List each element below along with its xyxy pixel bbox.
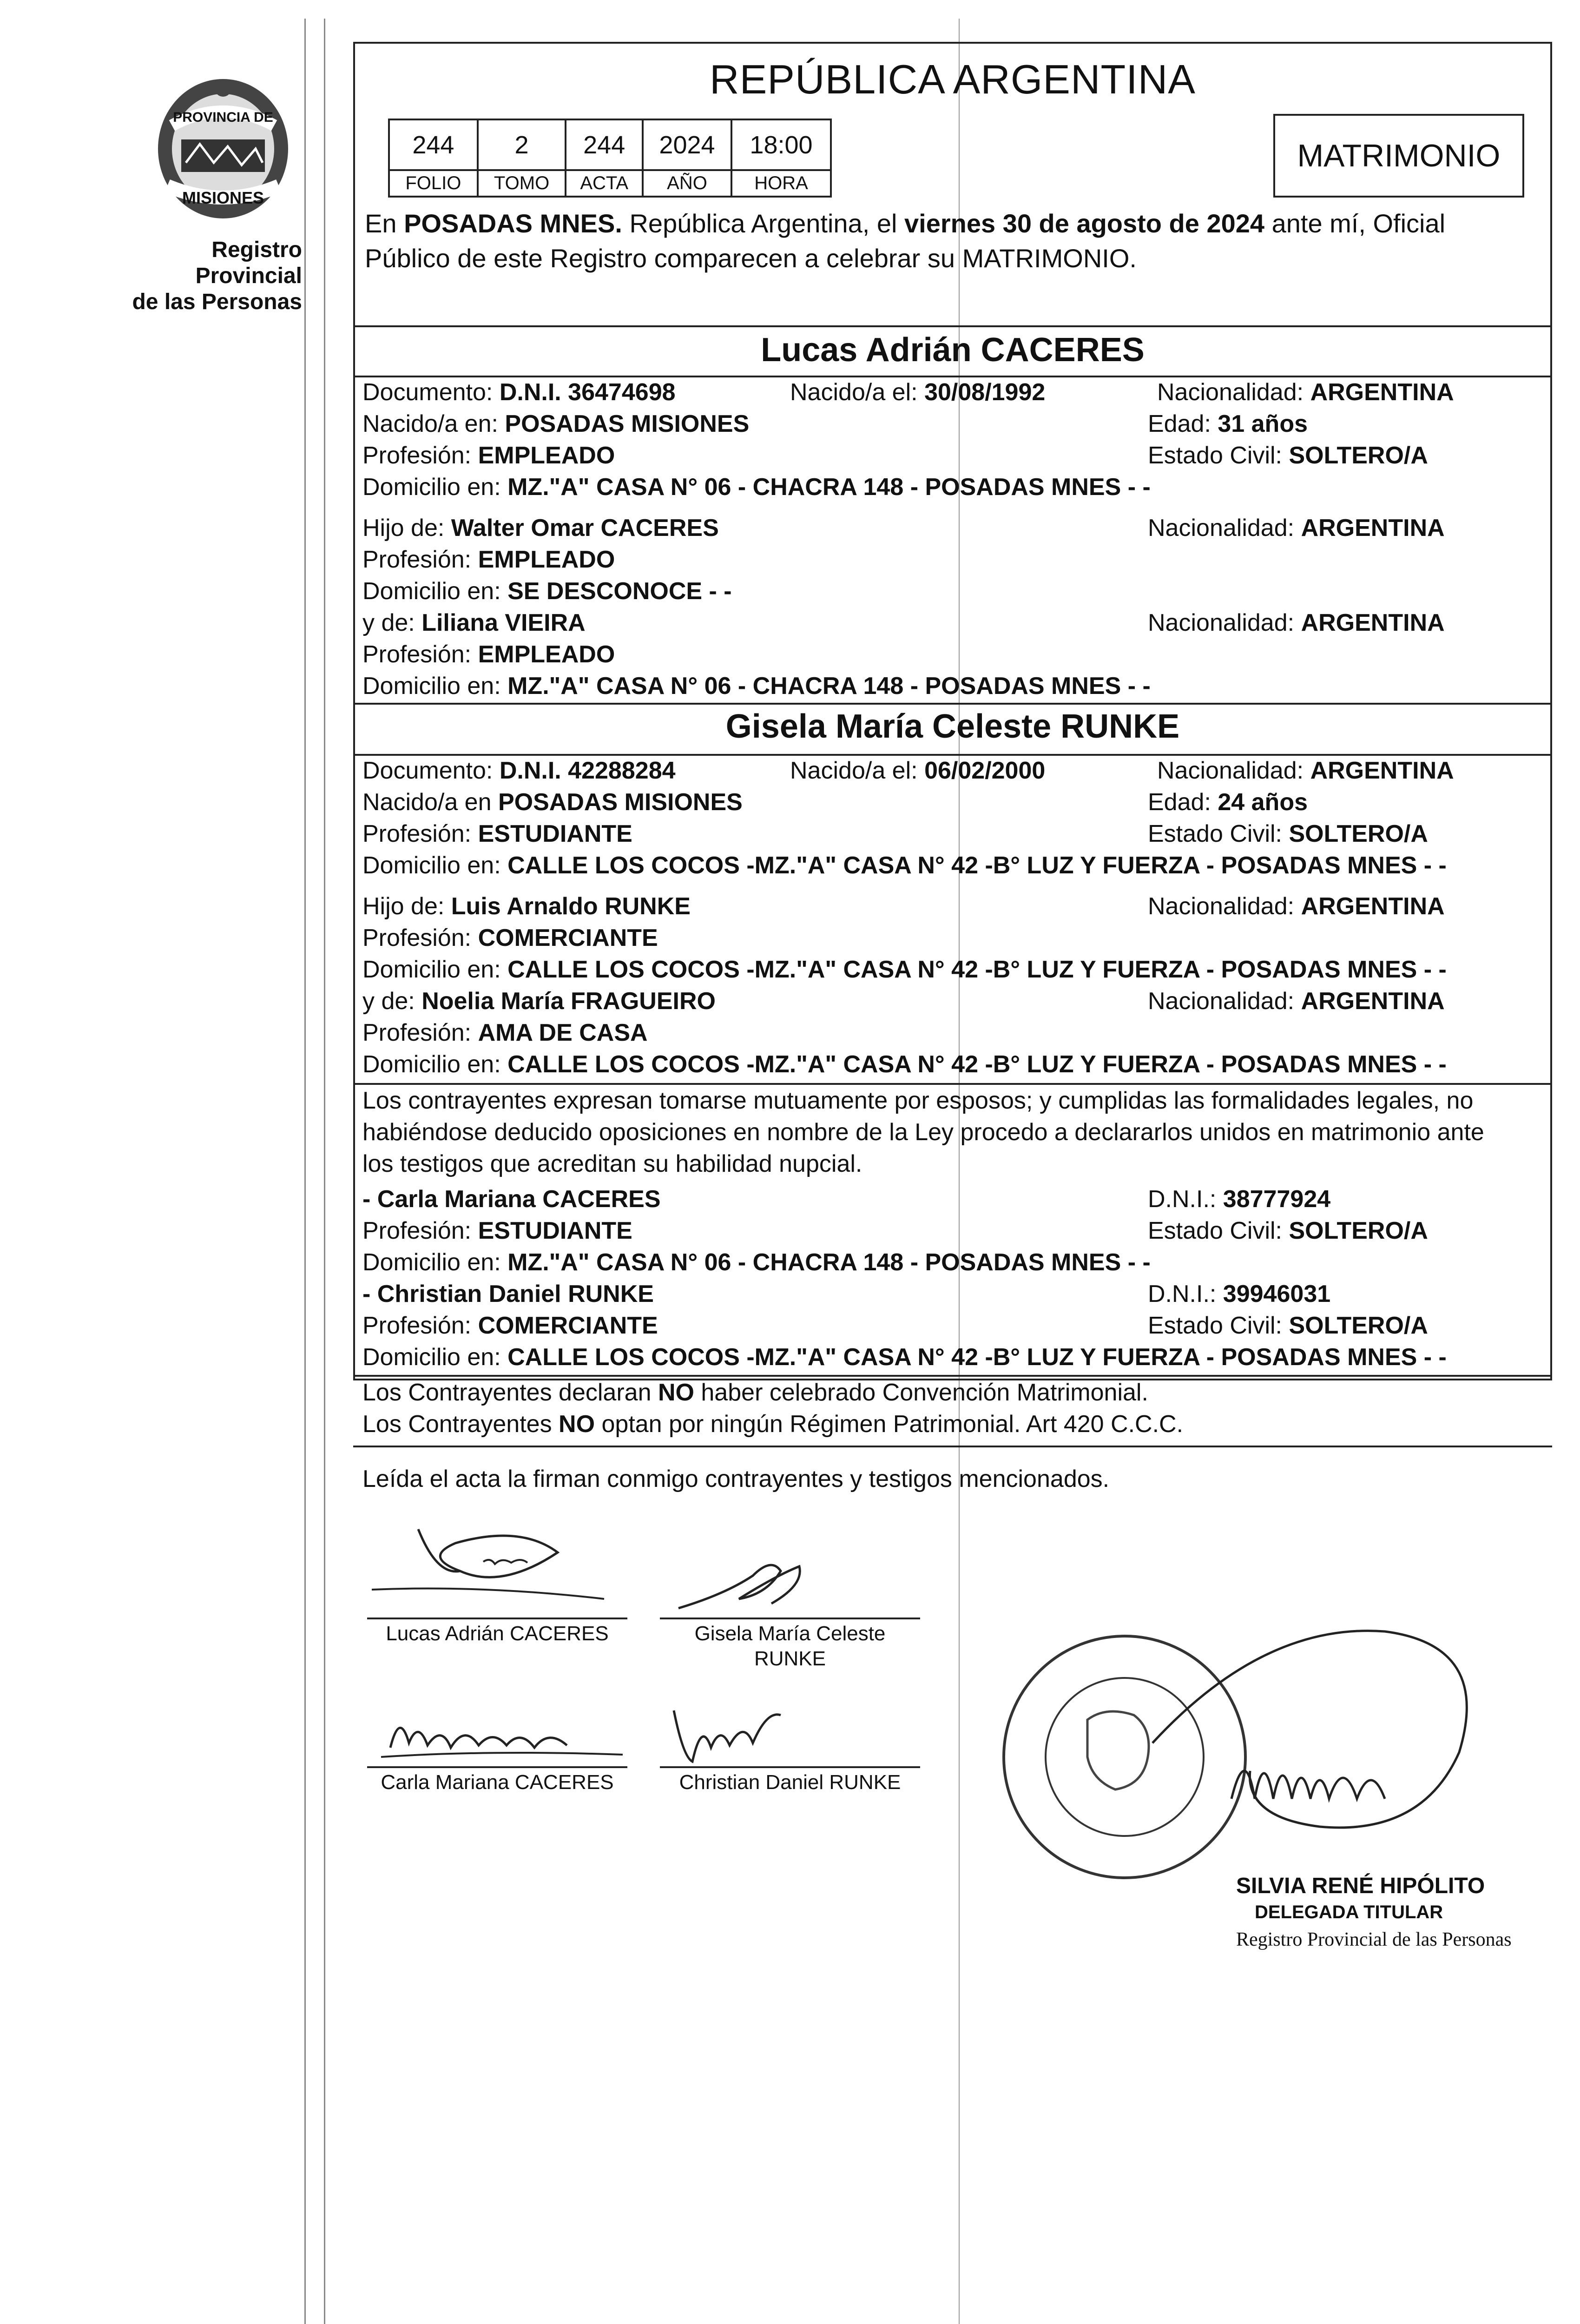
spouse1-father: Hijo de: Walter Omar CACERES bbox=[362, 515, 719, 541]
declaration-line-3: los testigos que acreditan su habilidad nupcial. bbox=[362, 1150, 862, 1177]
document-title: REPÚBLICA ARGENTINA bbox=[710, 56, 1196, 102]
signature-official bbox=[1125, 1604, 1506, 1882]
folio-table bbox=[388, 119, 832, 198]
regime-line-1: Los Contrayentes declaran NO haber celebrado Convención Matrimonial. bbox=[362, 1379, 1148, 1406]
spouse1-father-profession: Profesión: EMPLEADO bbox=[362, 546, 615, 573]
signature-line bbox=[367, 1766, 627, 1768]
divider bbox=[353, 325, 1552, 327]
witness1-name: - Carla Mariana CACERES bbox=[362, 1186, 661, 1213]
spouse1-name: Lucas Adrián CACERES bbox=[761, 331, 1145, 369]
registry-label bbox=[125, 237, 302, 315]
hora-label: HORA bbox=[731, 170, 831, 197]
closing-text: Leída el acta la firman conmigo contrayentes y testigos mencionados. bbox=[362, 1466, 1110, 1492]
spouse1-civil-status: Estado Civil: SOLTERO/A bbox=[1148, 442, 1428, 469]
spouse2-mother-nationality: Nacionalidad: ARGENTINA bbox=[1148, 988, 1445, 1015]
divider bbox=[353, 1375, 1552, 1377]
spouse2-address: Domicilio en: CALLE LOS COCOS -MZ."A" CASA N° 42 -B° LUZ Y FUERZA - POSADAS MNES - - bbox=[362, 852, 1447, 879]
signature-caption-3: Carla Mariana CACERES bbox=[381, 1771, 614, 1794]
regime-line-2: Los Contrayentes NO optan por ningún Régimen Patrimonial. Art 420 C.C.C. bbox=[362, 1411, 1184, 1438]
spouse1-nationality: Nacionalidad: ARGENTINA bbox=[1157, 379, 1454, 406]
witness2-name: - Christian Daniel RUNKE bbox=[362, 1281, 654, 1307]
folio-label: FOLIO bbox=[389, 170, 478, 197]
witness2-address: Domicilio en: CALLE LOS COCOS -MZ."A" CASA N° 42 -B° LUZ Y FUERZA - POSADAS MNES - - bbox=[362, 1344, 1447, 1371]
spouse2-born: Nacido/a el: 06/02/2000 bbox=[790, 757, 1046, 784]
divider bbox=[353, 1446, 1552, 1447]
anio-label: AÑO bbox=[643, 170, 731, 197]
intro-line-1 bbox=[365, 207, 1550, 240]
act-type-box: MATRIMONIO bbox=[1273, 114, 1524, 198]
acta-label: ACTA bbox=[566, 170, 643, 197]
intro-text-b: República Argentina, el bbox=[622, 209, 904, 238]
spouse1-father-nationality: Nacionalidad: ARGENTINA bbox=[1148, 515, 1445, 541]
spouse2-father-address: Domicilio en: CALLE LOS COCOS -MZ."A" CASA N° 42 -B° LUZ Y FUERZA - POSADAS MNES - - bbox=[362, 956, 1447, 983]
declaration-line-2: habiéndose deducido oposiciones en nombre de la Ley procedo a declararlos unidos en matrimonio ante bbox=[362, 1119, 1484, 1146]
signature-carla-caceres bbox=[372, 1701, 632, 1771]
witness1-civil-status: Estado Civil: SOLTERO/A bbox=[1148, 1217, 1428, 1244]
spouse2-name: Gisela María Celeste RUNKE bbox=[725, 708, 1180, 745]
signature-line bbox=[367, 1618, 627, 1619]
hora-value: 18:00 bbox=[731, 119, 831, 170]
signature-christian-runke bbox=[660, 1701, 920, 1771]
spouse1-profession: Profesión: EMPLEADO bbox=[362, 442, 615, 469]
signature-lucas-caceres bbox=[362, 1520, 623, 1613]
witness2-civil-status: Estado Civil: SOLTERO/A bbox=[1148, 1312, 1428, 1339]
signature-caption-2: Gisela María Celeste RUNKE bbox=[694, 1622, 886, 1670]
margin-line-right bbox=[324, 19, 325, 2324]
spouse1-mother-address: Domicilio en: MZ."A" CASA N° 06 - CHACRA 148 - POSADAS MNES - - bbox=[362, 673, 1151, 700]
witness2-profession: Profesión: COMERCIANTE bbox=[362, 1312, 658, 1339]
signature-caption-1: Lucas Adrián CACERES bbox=[386, 1622, 609, 1645]
spouse2-mother-profession: Profesión: AMA DE CASA bbox=[362, 1019, 648, 1046]
spouse2-mother: y de: Noelia María FRAGUEIRO bbox=[362, 988, 716, 1015]
witness1-address: Domicilio en: MZ."A" CASA N° 06 - CHACRA 148 - POSADAS MNES - - bbox=[362, 1249, 1151, 1276]
intro-text-c: ante mí, Oficial bbox=[1264, 209, 1446, 238]
spouse2-father-profession: Profesión: COMERCIANTE bbox=[362, 924, 658, 951]
spouse1-birthplace: Nacido/a en: POSADAS MISIONES bbox=[362, 410, 750, 437]
province-emblem-logo bbox=[139, 70, 307, 228]
spouse2-father: Hijo de: Luis Arnaldo RUNKE bbox=[362, 893, 691, 920]
divider bbox=[353, 1083, 1552, 1085]
intro-text-a: En bbox=[365, 209, 404, 238]
spouse1-father-address: Domicilio en: SE DESCONOCE - - bbox=[362, 578, 732, 605]
anio-value: 2024 bbox=[643, 119, 731, 170]
official-name: SILVIA RENÉ HIPÓLITO bbox=[1236, 1874, 1485, 1898]
official-org: Registro Provincial de las Personas bbox=[1236, 1929, 1512, 1950]
spouse2-doc: Documento: D.N.I. 42288284 bbox=[362, 757, 676, 784]
spouse1-mother-nationality: Nacionalidad: ARGENTINA bbox=[1148, 609, 1445, 636]
svg-text:PROVINCIA DE: PROVINCIA DE bbox=[173, 110, 273, 125]
margin-line-left bbox=[304, 19, 306, 2324]
signature-line bbox=[660, 1766, 920, 1768]
registry-label-line1: Registro Provincial bbox=[195, 238, 302, 288]
tomo-value: 2 bbox=[478, 119, 566, 170]
spouse2-nationality: Nacionalidad: ARGENTINA bbox=[1157, 757, 1454, 784]
intro-place: POSADAS MNES. bbox=[404, 209, 622, 238]
official-role: DELEGADA TITULAR bbox=[1255, 1902, 1443, 1922]
signature-line bbox=[660, 1618, 920, 1619]
witness2-dni: D.N.I.: 39946031 bbox=[1148, 1281, 1331, 1307]
witness1-dni: D.N.I.: 38777924 bbox=[1148, 1186, 1331, 1213]
signature-gisela-runke bbox=[660, 1548, 920, 1618]
registry-label-line2: de las Personas bbox=[132, 290, 302, 314]
spouse1-age: Edad: 31 años bbox=[1148, 410, 1308, 437]
acta-value: 244 bbox=[566, 119, 643, 170]
intro-date: viernes 30 de agosto de 2024 bbox=[904, 209, 1265, 238]
spouse2-age: Edad: 24 años bbox=[1148, 789, 1308, 816]
spouse2-profession: Profesión: ESTUDIANTE bbox=[362, 820, 632, 847]
spouse2-birthplace: Nacido/a en POSADAS MISIONES bbox=[362, 789, 743, 816]
tomo-label: TOMO bbox=[478, 170, 566, 197]
folio-value: 244 bbox=[389, 119, 478, 170]
spouse2-mother-address: Domicilio en: CALLE LOS COCOS -MZ."A" CASA N° 42 -B° LUZ Y FUERZA - POSADAS MNES - - bbox=[362, 1051, 1447, 1078]
spouse2-father-nationality: Nacionalidad: ARGENTINA bbox=[1148, 893, 1445, 920]
svg-text:MISIONES: MISIONES bbox=[182, 188, 264, 207]
spouse1-mother-profession: Profesión: EMPLEADO bbox=[362, 641, 615, 668]
spouse1-mother: y de: Liliana VIEIRA bbox=[362, 609, 586, 636]
spouse2-civil-status: Estado Civil: SOLTERO/A bbox=[1148, 820, 1428, 847]
witness1-profession: Profesión: ESTUDIANTE bbox=[362, 1217, 632, 1244]
declaration-line-1: Los contrayentes expresan tomarse mutuamente por esposos; y cumplidas las formalidades legales, no bbox=[362, 1087, 1474, 1114]
intro-line-2: Público de este Registro comparecen a celebrar su MATRIMONIO. bbox=[365, 244, 1137, 273]
divider bbox=[353, 703, 1552, 705]
spouse1-born: Nacido/a el: 30/08/1992 bbox=[790, 379, 1046, 406]
spouse1-address: Domicilio en: MZ."A" CASA N° 06 - CHACRA 148 - POSADAS MNES - - bbox=[362, 474, 1151, 501]
signature-caption-4: Christian Daniel RUNKE bbox=[679, 1771, 901, 1794]
spouse1-doc: Documento: D.N.I. 36474698 bbox=[362, 379, 676, 406]
